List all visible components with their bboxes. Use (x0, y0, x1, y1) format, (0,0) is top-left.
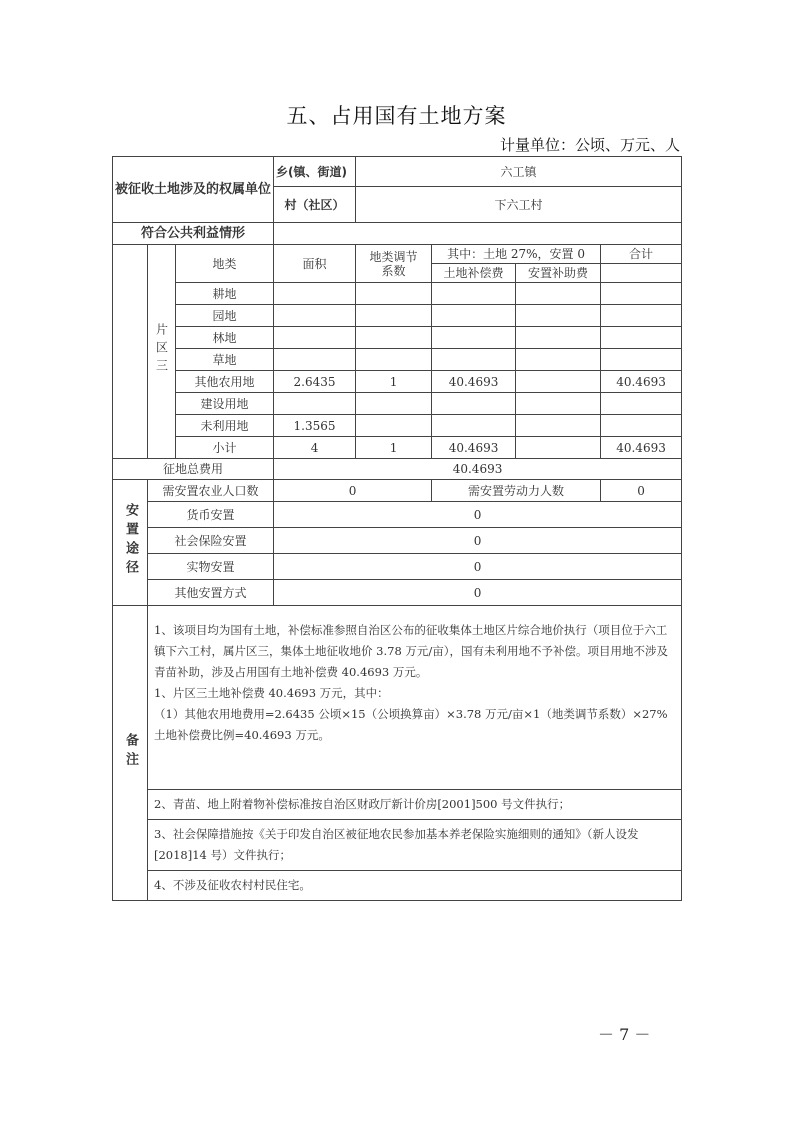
coef-cell (356, 415, 432, 437)
total-cell: 40.4693 (601, 437, 682, 459)
table-row (113, 371, 682, 393)
land-type-cell: 建设用地 (176, 393, 274, 415)
area-cell (274, 349, 356, 371)
resettle-cell (516, 393, 601, 415)
area-cell (274, 327, 356, 349)
total-cell (601, 393, 682, 415)
land-type-cell: 未利用地 (176, 415, 274, 437)
resettle-item-label: 货币安置 (148, 502, 274, 528)
total-cell (601, 305, 682, 327)
resettle-item-value: 0 (274, 502, 682, 528)
header-land-comp: 土地补偿费 (432, 264, 516, 283)
land-type-cell: 园地 (176, 305, 274, 327)
table-row (113, 327, 682, 349)
land-comp-cell: 40.4693 (432, 437, 516, 459)
resettle-item-value: 0 (274, 554, 682, 580)
village-value: 下六工村 (356, 187, 682, 223)
resettle-cell (516, 437, 601, 459)
page-number: － 7 － (598, 1025, 651, 1044)
coef-cell (356, 305, 432, 327)
resettle-row (113, 580, 682, 606)
table-row (113, 349, 682, 371)
resettle-item-label: 其他安置方式 (148, 580, 274, 606)
resettle-cell (516, 283, 601, 305)
resettle-row (113, 502, 682, 528)
town-label: 乡(镇、街道) (274, 157, 356, 187)
area-cell (274, 305, 356, 327)
resettle-cell (516, 327, 601, 349)
land-comp-cell (432, 283, 516, 305)
total-cell (601, 415, 682, 437)
header-total-blank (601, 264, 682, 283)
remarks-note-3: 3、社会保障措施按《关于印发自治区被征地农民参加基本养老保险实施细则的通知》（新人设发[2018]14 号）文件执行； (148, 820, 682, 871)
land-comp-cell (432, 415, 516, 437)
area-cell (274, 283, 356, 305)
unit-label: 计量单位：公顷、万元、人 (499, 136, 680, 154)
total-cost-label: 征地总费用 (113, 459, 274, 480)
town-value: 六工镇 (356, 157, 682, 187)
land-comp-cell (432, 305, 516, 327)
area-cell (274, 393, 356, 415)
remarks-note-4: 4、不涉及征收农村村民住宅。 (148, 871, 682, 901)
ownership-label: 被征收土地涉及的权属单位 (113, 157, 274, 223)
total-cost-value: 40.4693 (274, 459, 682, 480)
table-row (113, 393, 682, 415)
land-type-cell: 耕地 (176, 283, 274, 305)
village-label: 村（社区） (274, 187, 356, 223)
labor-value: 0 (601, 480, 682, 502)
area-cell: 1.3565 (274, 415, 356, 437)
total-cell (601, 283, 682, 305)
remarks-note-1a: 1、该项目均为国有土地，补偿标准参照自治区公布的征收集体土地区片综合地价执行（项目位于六工镇下六工村，属片区三，集体土地征收地价 3.78 万元/亩），国有未利用地不予补偿。项目用地不涉及青苗补助，涉及占用国有土地补偿费 40.4693 万元。 (154, 623, 669, 679)
coef-cell (356, 349, 432, 371)
resettle-row (113, 554, 682, 580)
land-comp-cell (432, 393, 516, 415)
remarks-note-1 (148, 606, 682, 790)
resettle-cell (516, 349, 601, 371)
area-cell: 4 (274, 437, 356, 459)
public-interest-label: 符合公共利益情形 (113, 223, 274, 245)
page-title: 五、占用国有土地方案 (286, 104, 507, 128)
land-plan-table (112, 156, 682, 901)
total-cell: 40.4693 (601, 371, 682, 393)
area-cell: 2.6435 (274, 371, 356, 393)
land-type-cell: 小计 (176, 437, 274, 459)
farm-pop-label: 需安置农业人口数 (148, 480, 274, 502)
coef-cell: 1 (356, 371, 432, 393)
remarks-note-2: 2、青苗、地上附着物补偿标准按自治区财政厅新计价房[2001]500 号文件执行； (148, 790, 682, 820)
resettle-item-value: 0 (274, 580, 682, 606)
header-area: 面积 (274, 245, 356, 283)
resettle-item-label: 实物安置 (148, 554, 274, 580)
zone-label: 片区三 (148, 245, 176, 459)
table-row (113, 283, 682, 305)
total-cell (601, 327, 682, 349)
remarks-note-1b: 1、片区三土地补偿费 40.4693 万元，其中： (154, 686, 389, 700)
header-land-type: 地类 (176, 245, 274, 283)
coef-cell (356, 393, 432, 415)
resettle-cell (516, 305, 601, 327)
header-coef: 地类调节系数 (356, 245, 432, 283)
resettle-cell (516, 415, 601, 437)
header-total: 合计 (601, 245, 682, 264)
resettle-cell (516, 371, 601, 393)
coef-cell: 1 (356, 437, 432, 459)
table-row (113, 415, 682, 437)
remarks-label: 备注 (113, 606, 148, 901)
coef-cell (356, 327, 432, 349)
land-type-cell: 其他农用地 (176, 371, 274, 393)
header-resettle: 安置补助费 (516, 264, 601, 283)
subtotal-row (113, 437, 682, 459)
remarks-note-1c: （1）其他农用地费用=2.6435 公顷×15（公顷换算亩）×3.78 万元/亩×1（地类调节系数）×27%土地补偿费比例=40.4693 万元。 (154, 707, 668, 742)
labor-label: 需安置劳动力人数 (432, 480, 601, 502)
land-comp-cell (432, 327, 516, 349)
header-of-which: 其中：土地 27%，安置 0 (432, 245, 601, 264)
table-row (113, 305, 682, 327)
farm-pop-value: 0 (274, 480, 432, 502)
zone-outer-cell (113, 245, 148, 459)
coef-cell (356, 283, 432, 305)
resettlement-label: 安置途径 (113, 480, 148, 606)
total-cell (601, 349, 682, 371)
resettle-item-value: 0 (274, 528, 682, 554)
land-comp-cell: 40.4693 (432, 371, 516, 393)
land-type-cell: 林地 (176, 327, 274, 349)
resettle-item-label: 社会保险安置 (148, 528, 274, 554)
land-type-cell: 草地 (176, 349, 274, 371)
resettle-row (113, 528, 682, 554)
land-comp-cell (432, 349, 516, 371)
public-interest-value (274, 223, 682, 245)
